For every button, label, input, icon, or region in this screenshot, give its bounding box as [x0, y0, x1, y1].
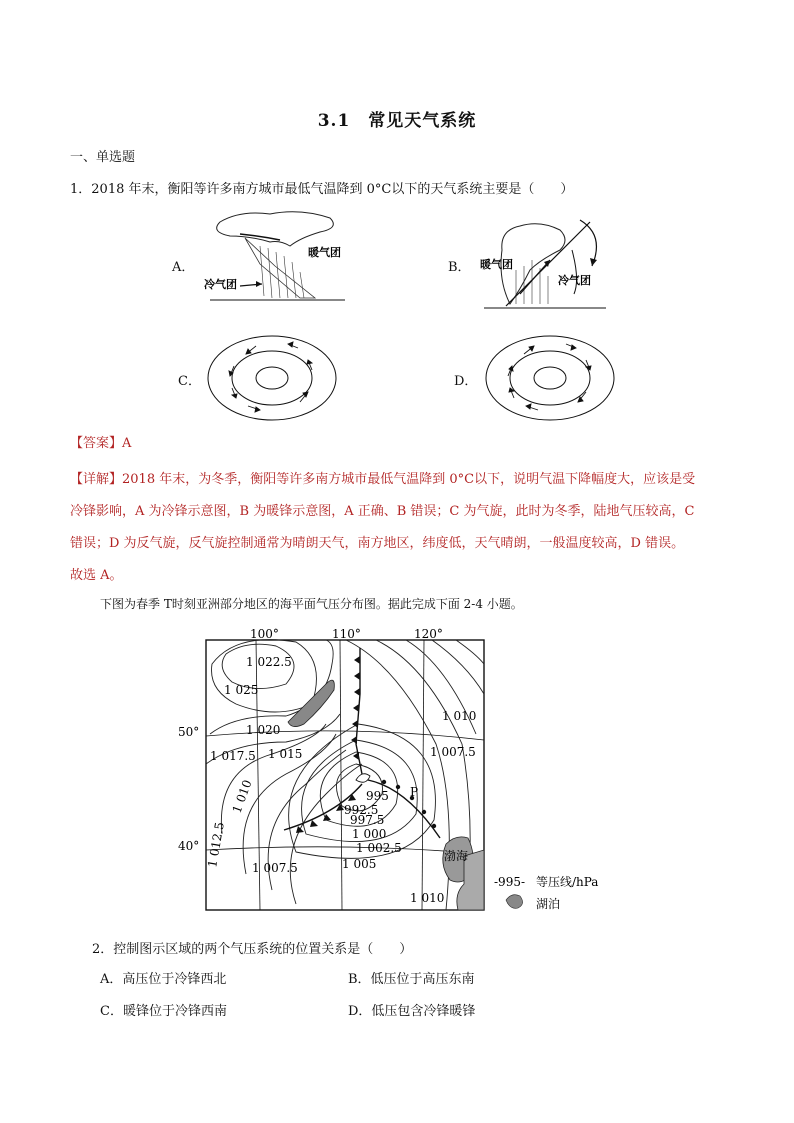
legend-isobar-sample: -995- — [494, 875, 526, 889]
sea-label-bohai: 渤海 — [444, 849, 469, 863]
isobar-label: 1 007.5 — [430, 745, 476, 759]
legend-lake: 湖泊 — [536, 897, 561, 911]
isobar-label: 1 025 — [224, 683, 259, 697]
diagram-b-cold-label: 冷气团 — [558, 274, 591, 287]
lat-50: 50° — [178, 725, 200, 739]
option-d-label: D． — [454, 374, 478, 389]
question-2-stem: 2．控制图示区域的两个气压系统的位置关系是（ ） — [92, 942, 413, 957]
choice-c[interactable]: C．暖锋位于冷锋西南 — [100, 1004, 227, 1019]
isobar-label: 1 012.5 — [205, 820, 227, 869]
answer-tag: 【答案】 — [70, 436, 123, 451]
map-intro: 下图为春季 T时刻亚洲部分地区的海平面气压分布图。据此完成下面 2-4 小题。 — [100, 597, 523, 611]
isobar-label: 1 010 — [442, 709, 477, 723]
detail-line-4: 故选 A。 — [70, 568, 123, 583]
isobar-label: 995 — [366, 789, 389, 803]
detail-line-1: 2018 年末，为冬季，衡阳等许多南方城市最低气温降到 0°C以下，说明气温下降幅度大，应该是受 — [122, 472, 696, 487]
answer-value: A — [122, 436, 132, 451]
question-1-stem: 1．2018 年末，衡阳等许多南方城市最低气温降到 0°C以下的天气系统主要是（ ） — [70, 182, 574, 197]
detail-block — [70, 468, 738, 588]
answer-line — [70, 432, 738, 456]
section-heading: 一、单选题 — [70, 150, 136, 165]
lon-110: 110° — [332, 627, 361, 641]
option-a-label: A． — [172, 260, 195, 275]
legend-isobar: 等压线/hPa — [536, 875, 599, 889]
lat-40: 40° — [178, 839, 200, 853]
isobar-label: 1 010 — [229, 777, 255, 816]
anticyclone-diagram — [482, 332, 618, 424]
cyclone-diagram — [204, 332, 340, 424]
isobar-label: 1 005 — [342, 857, 377, 871]
isobar-label: 1 002.5 — [356, 841, 402, 855]
detail-tag: 【详解】 — [70, 472, 123, 487]
isobar-label: 1 015 — [268, 747, 303, 761]
choice-d[interactable]: D．低压包含冷锋暖锋 — [348, 1004, 476, 1019]
lake-legend-icon — [506, 895, 523, 909]
isobar-label: 1 000 — [352, 827, 387, 841]
isobar-label: 992.5 — [344, 803, 379, 817]
option-b-label: B． — [448, 260, 471, 275]
diagram-b-warm-label: 暖气团 — [480, 258, 513, 271]
diagram-a-warm-label: 暖气团 — [308, 246, 341, 259]
isobar-label: 1 007.5 — [252, 861, 298, 875]
pressure-map — [176, 624, 616, 920]
detail-line-2: 冷锋影响，A 为冷锋示意图，B 为暖锋示意图，A 正确、B 错误；C 为气旋，此时为冬季，陆地气压较高，C — [70, 504, 695, 519]
isobar-label: 1 010 — [410, 891, 445, 905]
lon-100: 100° — [250, 627, 279, 641]
isobar-label: 997.5 — [350, 813, 385, 827]
cold-front-diagram — [200, 206, 350, 306]
choice-a[interactable]: A．高压位于冷锋西北 — [100, 972, 227, 987]
point-p: P — [410, 785, 419, 799]
isobar-label: 1 022.5 — [246, 655, 292, 669]
detail-line-3: 错误；D 为反气旋，反气旋控制通常为晴朗天气，南方地区，纬度低，天气晴朗，一般温度较高，D 错误。 — [70, 536, 685, 551]
option-c-label: C． — [178, 374, 201, 389]
diagram-a-cold-label: 冷气团 — [204, 278, 237, 291]
isobar-label: 1 020 — [246, 723, 281, 737]
page-title: 3.1 常见天气系统 — [317, 111, 477, 131]
choice-b[interactable]: B．低压位于高压东南 — [348, 972, 475, 987]
lon-120: 120° — [414, 627, 443, 641]
isobar-label: 1 017.5 — [210, 749, 256, 763]
warm-front-diagram — [480, 210, 610, 314]
